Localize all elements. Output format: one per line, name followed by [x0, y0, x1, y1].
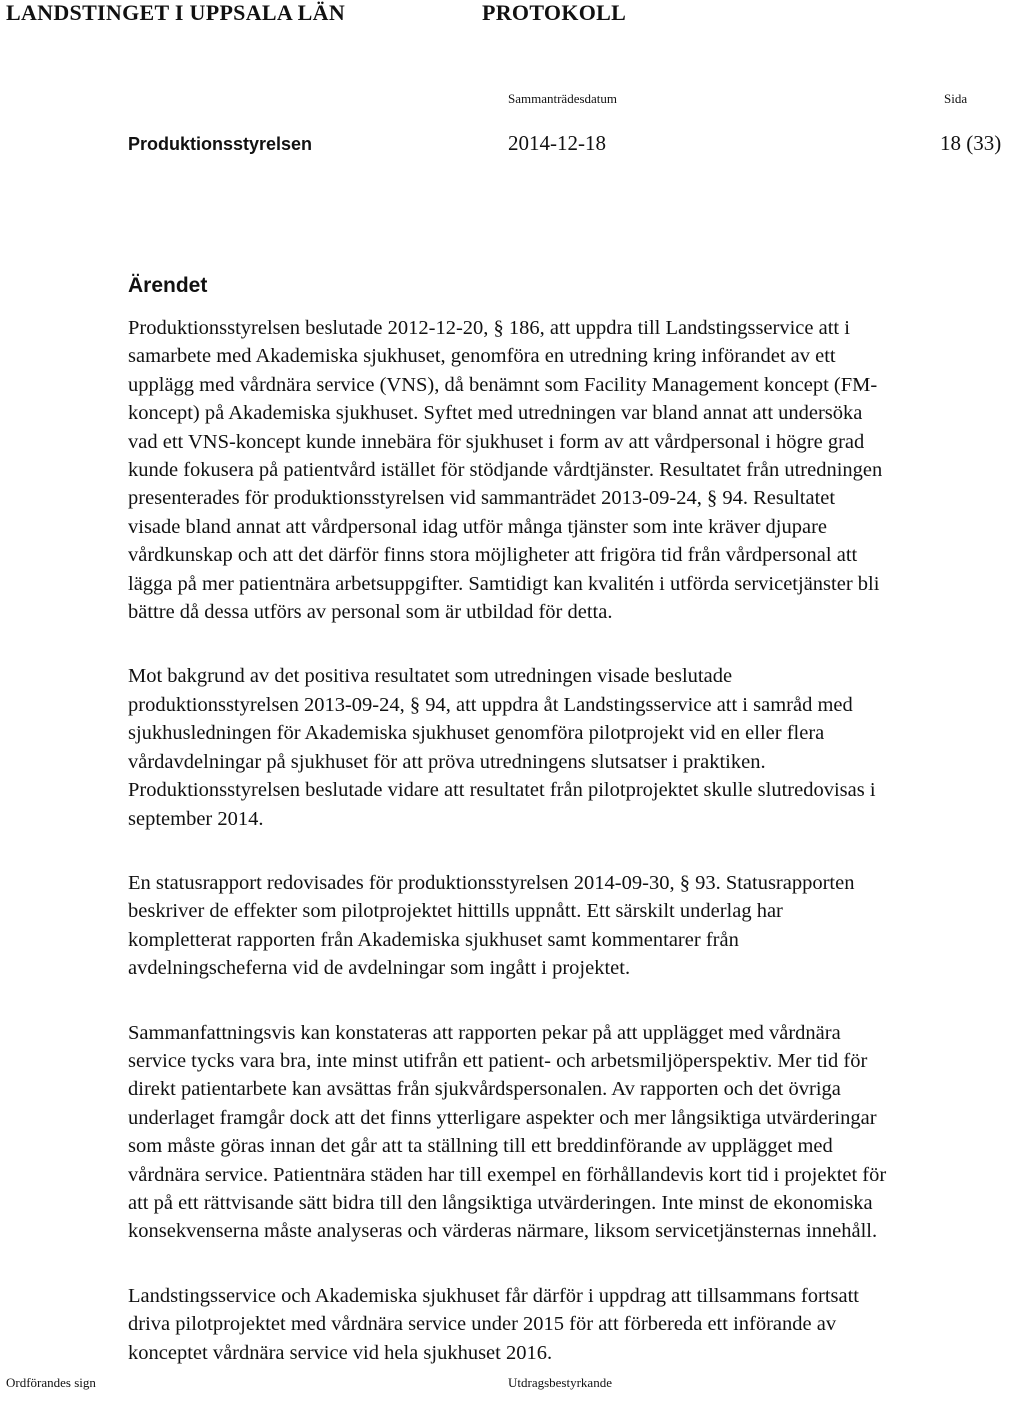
meeting-date-label: Sammanträdesdatum: [508, 91, 618, 106]
board-name: Produktionsstyrelsen: [128, 134, 313, 154]
page-label: Sida: [944, 91, 968, 106]
paragraph-line: september 2014.: [128, 807, 264, 830]
paragraph-line: Produktionsstyrelsen beslutade vidare att resultatet från pilotprojektet skulle slutredovisas i: [128, 779, 876, 802]
paragraph-line: konceptet vårdnära service vid hela sjukhuset 2016.: [128, 1341, 553, 1364]
paragraph-line: lägga på mer patientnära arbetsuppgifter. Samtidigt kan kvalitén i utförda servicetjänster bli: [128, 572, 880, 595]
paragraph-line: som måste göras innan det går att ta ställning till ett breddinförande av upplägget med: [128, 1135, 833, 1158]
paragraph: [128, 1282, 1024, 1367]
paragraph-line: underlaget framgår dock att det finns ytterligare aspekter och mer långsiktiga utvärderingar: [128, 1106, 877, 1129]
page-number: 18 (33): [940, 131, 1002, 155]
paragraph-line: produktionsstyrelsen 2013-09-24, § 94, att uppdra åt Landstingsservice att i samråd med: [128, 693, 853, 716]
paragraph-line: Produktionsstyrelsen beslutade 2012-12-20, § 186, att uppdra till Landstingsservice att i: [128, 317, 850, 339]
paragraph-line: samarbete med Akademiska sjukhuset, genomföra en utredning kring införandet av ett: [128, 345, 836, 368]
paragraph-line: visade bland annat att vårdpersonal idag utför många tjänster som inte kräver djupare: [128, 515, 828, 538]
paragraph-line: Mot bakgrund av det positiva resultatet som utredningen visade beslutade: [128, 665, 733, 688]
paragraph-line: sjukhusledningen för Akademiska sjukhuset genomföra pilotprojekt vid en eller flera: [128, 722, 825, 745]
paragraph-line: Landstingsservice och Akademiska sjukhuset får därför i uppdrag att tillsammans fortsatt: [128, 1284, 859, 1307]
paragraph-line: avdelningscheferna vid de avdelningar som ingått i projektet.: [128, 957, 631, 980]
paragraph: [128, 662, 1024, 832]
paragraph-line: beskriver de effekter som pilotprojektet hittills uppnått. Ett särskilt underlag har: [128, 900, 783, 923]
paragraph-line: Sammanfattningsvis kan konstateras att rapporten pekar på att upplägget med vårdnära: [128, 1021, 841, 1044]
document-type: PROTOKOLL: [482, 0, 627, 25]
paragraph-line: En statusrapport redovisades för produktionsstyrelsen 2014-09-30, § 93. Statusrapporten: [128, 871, 855, 894]
chair-signature-label: Ordförandes sign: [6, 1375, 96, 1390]
meeting-date: 2014-12-18: [508, 131, 606, 155]
paragraph-line: presenterades för produktionsstyrelsen vid sammanträdet 2013-09-24, § 94. Resultatet: [128, 487, 836, 510]
paragraph-line: vårdkunskap och att det därför finns stora möjligheter att frigöra tid från vårdpersonal att: [128, 544, 858, 567]
paragraph-line: upplägg med vårdnära service (VNS), då benämnt som Facility Management koncept (FM-: [128, 373, 878, 396]
paragraph-line: kompletterat rapporten från Akademiska sjukhuset samt kommentarer från: [128, 928, 739, 951]
body-text: [128, 314, 1024, 1403]
paragraph-line: service tycks vara bra, inte minst utifrån ett patient- och arbetsmiljöperspektiv. Mer tid för: [128, 1049, 868, 1072]
section-heading: Ärendet: [128, 274, 208, 297]
paragraph-line: konsekvenserna måste analyseras och värderas närmare, liksom servicetjänsternas innehåll.: [128, 1220, 878, 1243]
organization-name: LANDSTINGET I UPPSALA LÄN: [6, 0, 346, 25]
paragraph-line: vad ett VNS-koncept kunde innebära för sjukhuset i form av att vårdpersonal i högre grad: [128, 430, 865, 453]
paragraph: [128, 1019, 1024, 1246]
paragraph-line: koncept) på Akademiska sjukhuset. Syftet med utredningen var bland annat att undersöka: [128, 402, 863, 425]
paragraph: [128, 869, 1024, 983]
extract-certification-label: Utdragsbestyrkande: [508, 1375, 612, 1390]
paragraph-line: att på ett rättvisande sätt bidra till den långsiktiga utvärderingen. Inte minst de ekonomiska: [128, 1191, 873, 1214]
paragraph-line: direkt patientarbete kan avsättas från sjukvårdspersonalen. Av rapporten och det övriga: [128, 1078, 841, 1101]
paragraph-line: bättre då dessa utförs av personal som är utbildad för detta.: [128, 601, 613, 624]
paragraph-line: vårdavdelningar på sjukhuset för att pröva utredningens slutsatser i praktiken.: [128, 750, 766, 773]
paragraph-line: vårdnära service. Patientnära städen har till exempel en förhållandevis kort tid i projektet för: [128, 1163, 887, 1186]
paragraph: [128, 314, 1024, 626]
paragraph-line: driva pilotprojektet med vårdnära service under 2015 för att förbereda ett införande av: [128, 1313, 837, 1336]
paragraph-line: kunde fokusera på patientvård istället för stödjande vårdtjänster. Resultatet från utredningen: [128, 459, 883, 482]
